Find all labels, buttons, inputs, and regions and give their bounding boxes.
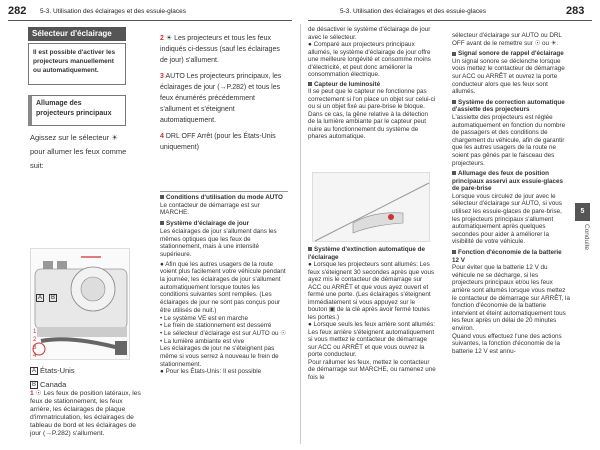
legend: [30, 364, 130, 392]
item-4-text: DRL OFF Arrêt (pour les États-Unis uniquement): [160, 133, 276, 151]
column-2-notes: [160, 189, 288, 376]
legend-a: [30, 364, 130, 378]
illus-label-1: 1: [33, 329, 37, 335]
lum-text: Il se peut que le capteur ne fonctionne pas correctement si l'on place un objet sur celui-ci ou si un objet fixé au pare-brise le bloque. Dans ce cas, la gêne relative à la détection de la lumière ambiante par le capteur peut nuire au fonctionnement du système de phares automatique.: [308, 88, 436, 140]
item-1-text: ☉ Les feux de position latéraux, les feux de stationnement, les feux arrière, les éclairages de plaque d'immatriculation, les éclairages de tableau de bord et les éclairages de jour (→P.282) s'allument.: [30, 390, 141, 437]
ext-text-3: Pour rallumer les feux, mettez le contacteur de démarrage sur MARCHE, ou ramenez une fois le: [308, 358, 436, 381]
intro-paragraph: Agissez sur le sélecteur ☀ pour allumer les feux comme suit:: [30, 133, 127, 170]
drl-title: Système d'éclairage de jour: [160, 220, 288, 228]
asserv-title: Allumage des feux de position principaux asservi aux essuie-glaces de pare-brise: [452, 170, 563, 193]
item-3-text: AUTO Les projecteurs principaux, les éclairages de jour (→P.282) et tous les feux énumérés précédemment s'allument et s'éteignent automatiquement.: [160, 73, 282, 124]
rappel-title: Signal sonore de rappel d'éclairage: [452, 50, 570, 58]
lum-title: Capteur de luminosité: [308, 81, 436, 89]
item-3-number: 3: [160, 73, 164, 80]
ext-text: ● Lorsque les projecteurs sont allumés: Les feux s'éteignent 30 secondes après que vous ayez mis le contacteur de démarrage sur ACC ou ARRÊT et que vous ayez ouvert et fermé une porte. (Les éclairages s'éteignent immédiatement si vous appuyez sur le bouton ▣ de la clé après avoir fermé toutes les portes.): [308, 261, 435, 321]
corr-text: L'assiette des projecteurs est réglée automatiquement en fonction du nombre de passagers et des conditions de chargement du véhicule, afin de garantir que les autres usagers de la route ne soient pas gênés par le faisceau des projecteurs.: [452, 113, 566, 167]
chapter-tab: 5: [575, 203, 590, 221]
drl-cond-2: • Le frein de stationnement est desserré: [160, 322, 272, 330]
item-4-number: 4: [160, 133, 164, 140]
asserv-text: Lorsque vous circulez de jour avec le sélecteur d'éclairage sur AUTO, si vous utilisez les essuie-glaces de pare-brise, les projecteurs principaux s'allument automatiquement après quelques secondes pour aider à améliorer la visibilité de votre véhicule.: [452, 192, 562, 246]
illus-label-2: 2: [33, 337, 37, 343]
subsection-heading: Allumage des projecteurs principaux: [28, 95, 126, 126]
running-title-right: 5-3. Utilisation des éclairages et des essuie-glaces: [340, 8, 486, 15]
drl-after: Les éclairages de jour ne s'éteignent pas même si vous serrez à nouveau le frein de stationnement.: [160, 345, 279, 368]
corr-title: Système de correction automatique d'assiette des projecteurs: [452, 98, 565, 114]
drl-cond-1: • Le système VE est en marche: [160, 314, 248, 322]
item-1: [30, 390, 145, 438]
page-number-right: 283: [566, 5, 585, 17]
eco-text-2: Quand vous effectuez l'une des actions suivantes, la fonction d'économie de la batterie 12 V est annu-: [452, 332, 562, 355]
item-2-text: ☀ Les projecteurs et tous les feux indiqués ci-dessus (sauf les éclairages de jour) s'allument.: [160, 35, 280, 64]
cond-text: Le contacteur de démarrage est sur MARCHE.: [160, 201, 260, 217]
page-gutter: [300, 24, 301, 444]
item-4: [160, 131, 288, 153]
us-bullet: ● Pour les États-Unis: Il est possible: [160, 368, 262, 376]
ext-text-2: ● Lorsque seuls les feux arrière sont allumés: Les feux arrière s'éteignent automatiquement si vous mettez le contacteur de démarrage sur ACC ou ARRÊT et que vous ouvrez la porte conducteur.: [308, 321, 436, 358]
drl-text: Les éclairages de jour s'allument dans les mêmes optiques que les feux de stationnement, mais à une intensité supérieure.: [160, 227, 277, 258]
cond-title: Conditions d'utilisation du mode AUTO: [160, 194, 288, 202]
light-switch-illustration: [30, 248, 130, 360]
header-rule-right: [308, 20, 592, 21]
header-rule-left: [8, 20, 292, 21]
intro-note-box: Il est possible d'activer les projecteurs manuellement ou automatiquement.: [28, 43, 126, 85]
item-3: [160, 71, 288, 126]
drl-cond-4: • La lumière ambiante est vive: [160, 337, 245, 345]
drl-cond-3: • Le sélecteur d'éclairage est sur AUTO ou ☉: [160, 329, 286, 337]
legend-b-text: Canada: [40, 380, 67, 389]
item-2-number: 2: [160, 35, 164, 42]
col4-t1: sélecteur d'éclairage sur AUTO ou DRL OFF avant de le remettre sur ☉ ou ☀.: [452, 32, 562, 47]
illus-label-b: B: [50, 295, 55, 301]
item-1-number: 1: [30, 390, 34, 397]
sensor-drawing: [313, 173, 431, 243]
eco-title: Fonction d'économie de la batterie 12 V: [452, 249, 562, 264]
sensor-illustration: [312, 172, 430, 242]
eco-text: Pour éviter que la batterie 12 V du véhicule ne se décharge, si les projecteurs principaux et/ou les feux arrière sont allumés lorsque vous mettez le contacteur de démarrage sur ARRÊT, la fonction d'économie de la batterie intervient et éteint automatiquement tous les feux après un délai de 20 minutes environ.: [452, 264, 570, 332]
column-4: [452, 32, 570, 355]
chapter-label: Conduite: [583, 224, 590, 251]
running-title-left: 5-3. Utilisation des éclairages et des essuie-glaces: [40, 8, 186, 15]
col3-b1: ● Comparé aux projecteurs principaux allumés, le système d'éclairage de jour offre une meilleure longévité et consomme moins d'électricité, et peut donc améliorer la consommation électrique.: [308, 41, 431, 78]
column-3: [308, 26, 436, 141]
col3-t1: de désactiver le système d'éclairage de jour avec le sélecteur.: [308, 26, 431, 41]
page-number-left: 282: [8, 5, 27, 17]
illus-label-a: A: [37, 295, 42, 301]
drl-bullet: ● Afin que les autres usagers de la route voient plus facilement votre véhicule pendant la journée, les éclairages de jour s'allument automatiquement lorsque toutes les conditions suivantes sont remplies. (Les éclairages de jour ne sont pas conçus pour être utilisés de nuit.): [160, 260, 286, 314]
switch-drawing: [31, 249, 131, 361]
item-2: [160, 33, 288, 66]
legend-b-key: B: [31, 382, 36, 389]
illus-label-3: 3: [33, 345, 37, 351]
column-3-lower: [308, 246, 436, 381]
rappel-text: Un signal sonore se déclenche lorsque vous mettez le contacteur de démarrage sur ACC ou ARRÊT et ouvrez la porte conducteur alors que les feux sont allumés.: [452, 57, 565, 96]
legend-a-text: États-Unis: [40, 366, 75, 375]
column-2: [160, 33, 288, 153]
ext-title: Système d'extinction automatique de l'éclairage: [308, 246, 426, 261]
illus-label-4: 4: [33, 353, 37, 359]
legend-a-key: A: [31, 368, 36, 375]
section-banner: Sélecteur d'éclairage: [28, 27, 126, 41]
